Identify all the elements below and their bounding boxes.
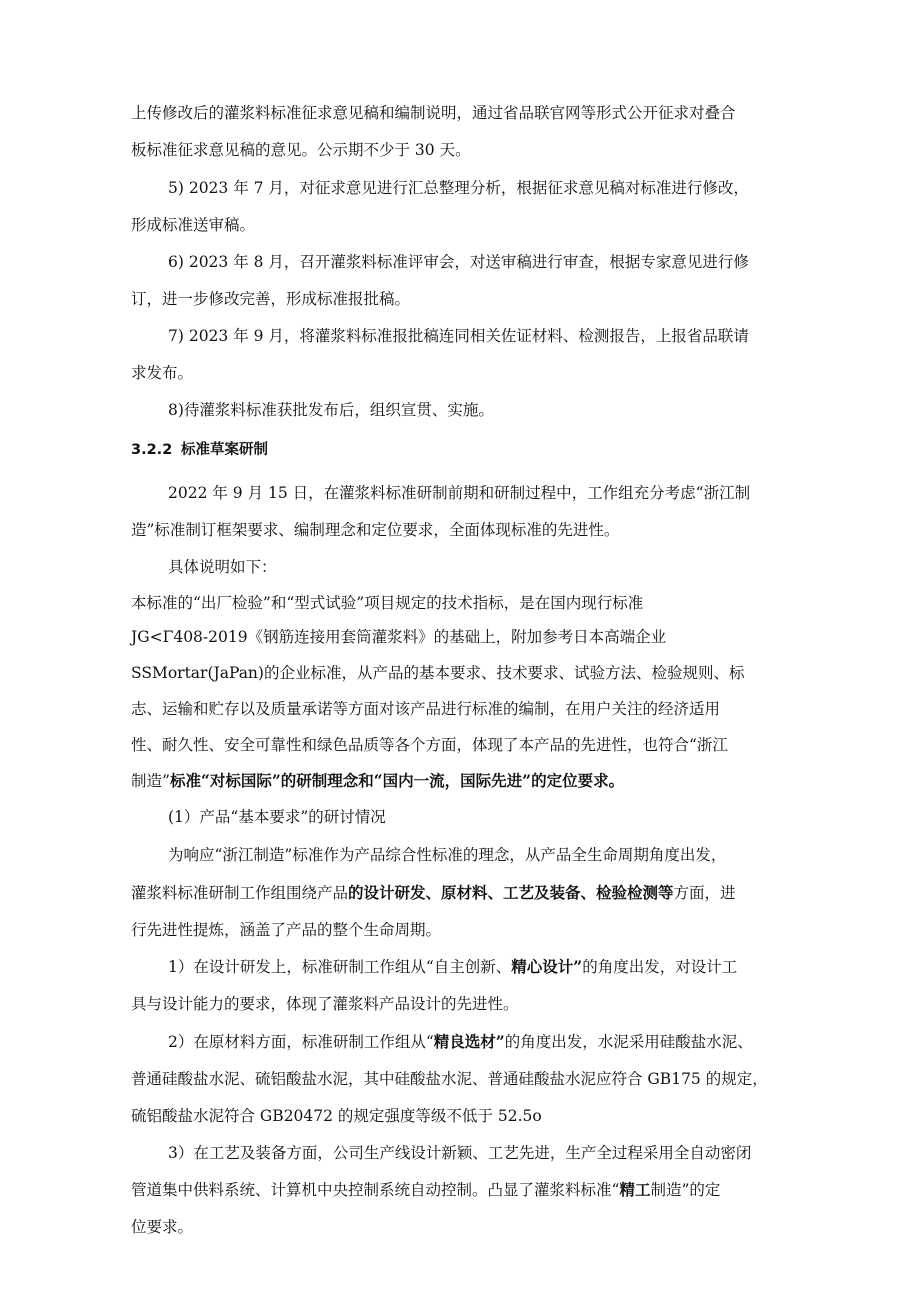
paragraph-line: 普通硅酸盐水泥、硫铝酸盐水泥，其中硅酸盐水泥、普通硅酸盐水泥应符合 GB175 的规定，: [131, 1070, 768, 1088]
bold-text-run: 精良选材”: [433, 1032, 505, 1051]
paragraph-line: JG<Γ408-2019《钢筋连接用套筒灌浆料》的基础上，附加参考日本高端企业: [131, 628, 667, 646]
list-item-7: 7) 2023 年 9 月，将灌浆料标准报批稿连同相关佐证材料、检测报告，上报省品联请: [168, 327, 749, 345]
section-title: 标准草案研制: [181, 442, 268, 458]
list-item-5: 5) 2023 年 7 月，对征求意见进行汇总整理分析，根据征求意见稿对标准进行修改，: [168, 179, 749, 197]
bold-text-run: 的设计研发、原材料、工艺及装备、检验检测等: [348, 883, 674, 902]
paragraph-line: 行先进性提炼，涵盖了产品的整个生命周期。: [131, 921, 442, 939]
text-run: 2）在原材料方面，标准研制工作组从“: [168, 1033, 434, 1051]
paragraph-line: 性、耐久性、安全可靠性和绿色品质等各个方面，体现了本产品的先进性，也符合“浙江: [131, 736, 728, 754]
paragraph-line: 造”标准制订框架要求、编制理念和定位要求，全面体现标准的先进性。: [131, 521, 620, 539]
text-run: 管道集中供料系统、计算机中央控制系统自动控制。凸显了灌浆料标准“: [131, 1181, 620, 1199]
subsection-title: (1）产品“基本要求”的研讨情况: [168, 808, 386, 826]
paragraph-line: [168, 1032, 920, 1052]
bold-text-run: 标准“对标国际”的研制理念和“国内一流，国际先进”的定位要求。: [169, 771, 625, 790]
section-number: 3.2.2: [131, 442, 173, 458]
paragraph-line: 形成标准送审稿。: [131, 216, 256, 234]
paragraph-line: 订，进一步修改完善，形成标准报批稿。: [131, 290, 411, 308]
paragraph-line: 板标准征求意见稿的意见。公示期不少于 30 天。: [131, 141, 471, 159]
text-run: 灌浆料标准研制工作组围绕产品: [131, 884, 349, 902]
paragraph-line: 具与设计能力的要求，体现了灌浆料产品设计的先进性。: [131, 995, 519, 1013]
text-run: 的角度出发，水泥采用硅酸盐水泥、: [504, 1033, 753, 1051]
paragraph-line: 为响应“浙江制造”标准作为产品综合性标准的理念，从产品全生命周期角度出发，: [168, 846, 727, 864]
text-run: 方面，进: [673, 884, 736, 902]
paragraph-line: 2022 年 9 月 15 日，在灌浆料标准研制前期和研制过程中，工作组充分考虑“浙江制: [168, 484, 751, 502]
paragraph-line: SSMortar(JaPan)的企业标准，从产品的基本要求、技术要求、试验方法、检验规则、标: [131, 664, 745, 682]
paragraph-line: [168, 957, 920, 977]
list-item-8: 8)待灌浆料标准获批发布后，组织宣贯、实施。: [168, 401, 494, 419]
paragraph-line: 上传修改后的灌浆料标准征求意见稿和编制说明，通过省品联官网等形式公开征求对叠合: [131, 104, 736, 122]
paragraph-line: [131, 883, 920, 903]
list-item-6: 6) 2023 年 8 月，召开灌浆料标准评审会，对送审稿进行审查，根据专家意见进行修: [168, 253, 749, 271]
section-heading: [131, 440, 920, 460]
paragraph-line: 3）在工艺及装备方面，公司生产线设计新颖、工艺先进，生产全过程采用全自动密闭: [168, 1144, 752, 1162]
text-run: 制造”的定: [650, 1181, 721, 1199]
text-run: 制造”: [131, 772, 170, 790]
paragraph-line: [131, 771, 920, 791]
text-run: 的角度出发，对设计工: [582, 958, 738, 976]
paragraph-line: 求发布。: [131, 364, 194, 382]
paragraph-line: 硫铝酸盐水泥符合 GB20472 的规定强度等级不低于 52.5o: [131, 1107, 542, 1125]
paragraph-line: 位要求。: [131, 1218, 194, 1236]
paragraph-line: 具体说明如下：: [168, 558, 277, 576]
paragraph-line: 志、运输和贮存以及质量承诺等方面对该产品进行标准的编制，在用户关注的经济适用: [131, 700, 721, 718]
text-run: 1）在设计研发上，标准研制工作组从“自主创新、: [168, 958, 512, 976]
paragraph-line: [131, 1180, 920, 1200]
bold-text-run: 精工: [619, 1180, 651, 1199]
bold-text-run: 精心设计”: [511, 957, 583, 976]
paragraph-line: 本标准的“出厂检验”和“型式试验”项目规定的技术指标，是在国内现行标准: [131, 594, 644, 612]
